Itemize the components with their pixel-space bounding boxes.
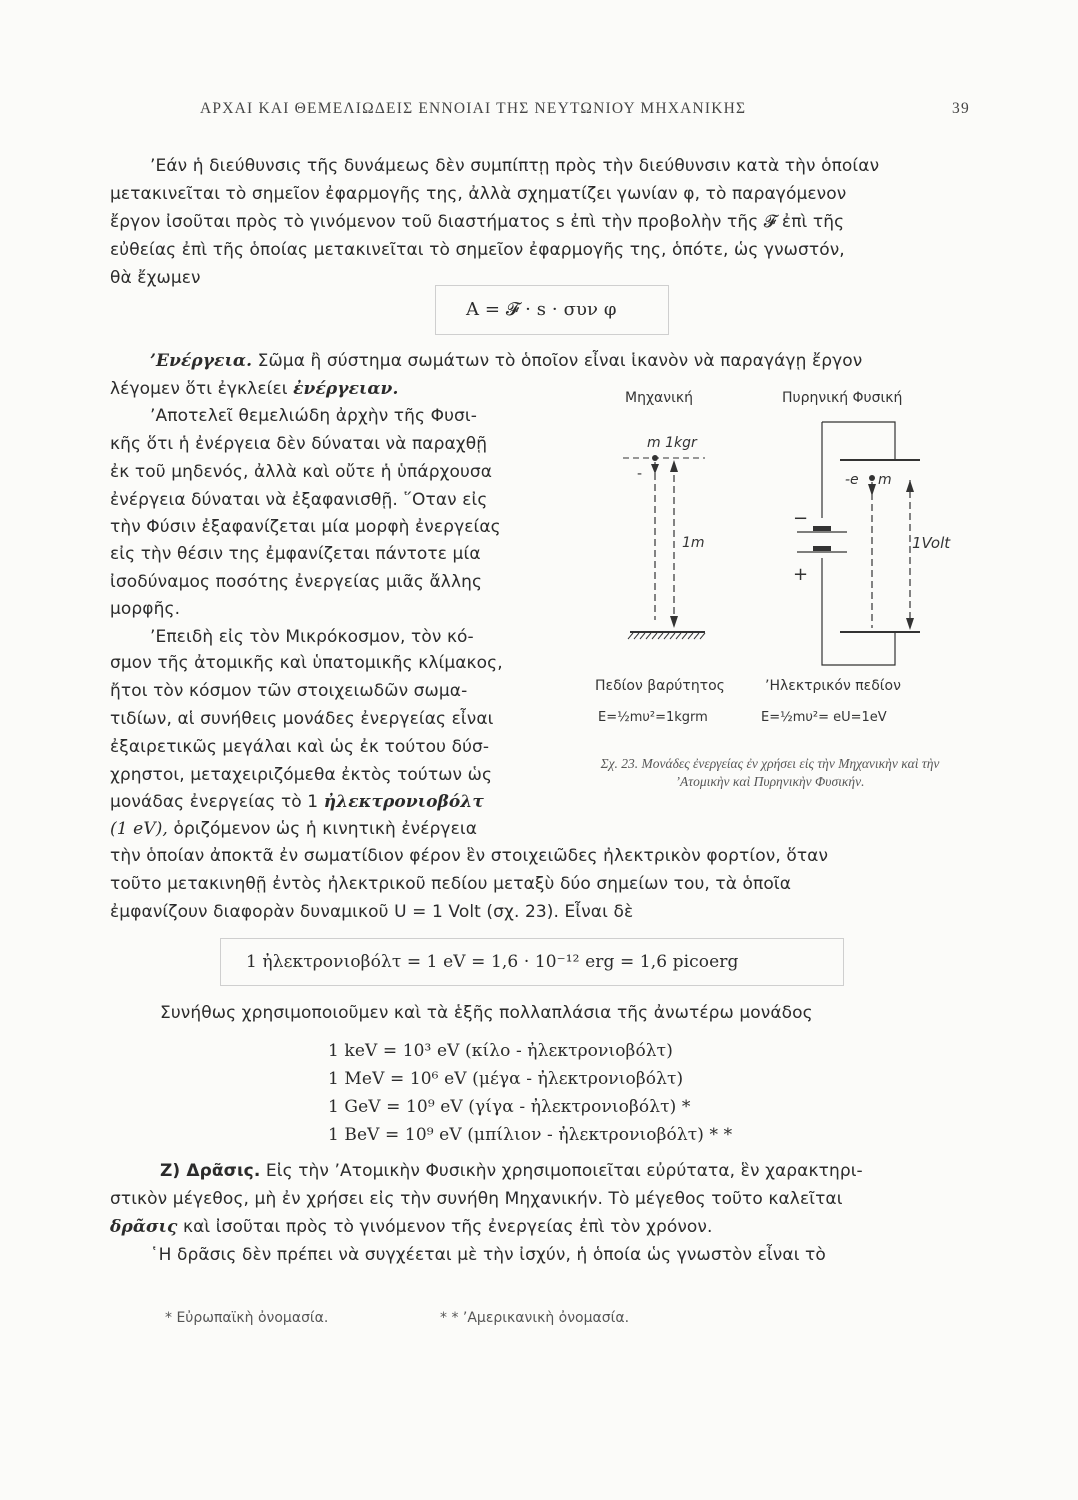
mass-point bbox=[652, 455, 658, 461]
text-line: ῾Η δρᾶσις δὲν πρέπει νὰ συγχέεται μὲ τὴν ἰσχύν, ἡ ὁποία ὡς γνωστὸν εἶναι τὸ bbox=[150, 1245, 826, 1265]
text-line: θὰ ἔχωμεν bbox=[110, 268, 201, 288]
text-line: στικὸν μέγεθος, μὴ ἐν χρήσει εἰς τὴν συνήθη Μηχανικήν. Τὸ μέγεθος τοῦτο καλεῖται bbox=[110, 1189, 843, 1209]
circuit-wire-top bbox=[822, 422, 895, 460]
minus-mark: - bbox=[637, 466, 643, 482]
energy-term: ἐνέργειαν. bbox=[293, 379, 399, 399]
voltage-arrow-up bbox=[906, 480, 914, 492]
running-head: ΑΡΧΑΙ ΚΑΙ ΘΕΜΕΛΙΩΔΕΙΣ ΕΝΝΟΙΑΙ ΤΗΣ ΝΕΥΤΩΝΙΟΥ ΜΗΧΑΝΙΚΗΣ bbox=[200, 100, 747, 117]
text-line: ἐκ τοῦ μηδενός, ἀλλὰ καὶ οὔτε ἡ ὑπάρχουσα bbox=[110, 462, 493, 482]
text-line: ἐνέργεια δύναται νὰ ἐξαφανισθῇ. ῞Οταν εἰς bbox=[110, 490, 488, 510]
electronvolt-formula-box bbox=[220, 938, 844, 986]
electric-energy-eq: E=½mυ²= eU=1eV bbox=[761, 710, 887, 725]
text-line: σμον τῆς ἀτομικῆς καὶ ὑπατομικῆς κλίμακος, bbox=[110, 653, 503, 673]
action-term: δρᾶσις bbox=[110, 1217, 178, 1237]
text-span: Εἰς τὴν ’Ατομικὴν Φυσικὴν χρησιμοποιεῖται εὐρύτατα, ἓν χαρακτηρι- bbox=[260, 1161, 863, 1181]
text-span: λέγομεν ὅτι ἐγκλείει bbox=[110, 379, 294, 399]
multiple-bev: 1 BeV = 10⁹ eV (μπίλιον - ἠλεκτρονιοβόλτ) * * bbox=[328, 1125, 733, 1145]
height-arrow-up bbox=[670, 460, 678, 472]
work-formula: A = 𝓕 · s · συν φ bbox=[466, 299, 617, 320]
charge-mass-label: m bbox=[878, 472, 892, 488]
gravity-energy-eq: E=½mυ²=1kgrm bbox=[598, 710, 708, 725]
ground-hatching bbox=[628, 633, 705, 639]
unit-line-2 bbox=[110, 818, 477, 840]
battery-cell-2 bbox=[813, 546, 831, 551]
footnote-european: * Εὐρωπαϊκὴ ὀνομασία. bbox=[165, 1310, 329, 1326]
charge-point bbox=[869, 475, 875, 481]
text-line: τοῦτο μετακινηθῇ ἐντὸς ἠλεκτρικοῦ πεδίου μεταξὺ δύο σημείων του, τὰ ὁποῖα bbox=[110, 874, 792, 894]
electric-field-label: ’Ηλεκτρικόν πεδίον bbox=[765, 678, 901, 694]
text-line: ἤτοι τὸν κόσμον τῶν στοιχειωδῶν σωμα- bbox=[110, 681, 468, 701]
text-line: ἰσοδύναμος ποσότης ἐνεργείας μιᾶς ἄλλης bbox=[110, 572, 483, 592]
text-line: εἰς τὴν θέσιν της ἐμφανίζεται πάντοτε μία bbox=[110, 544, 481, 564]
formula-box bbox=[435, 285, 669, 335]
energy-heading: ’Ενέργεια. bbox=[150, 351, 253, 371]
multiple-gev: 1 GeV = 10⁹ eV (γίγα - ἠλεκτρονιοβόλτ) * bbox=[328, 1097, 691, 1117]
text-line: τιδίων, αἱ συνήθεις μονάδες ἐνεργείας εἶναι bbox=[110, 709, 494, 729]
multiple-mev: 1 MeV = 10⁶ eV (μέγα - ἠλεκτρονιοβόλτ) bbox=[328, 1069, 684, 1089]
battery-minus: − bbox=[793, 508, 809, 529]
energy-line-2 bbox=[110, 378, 398, 400]
electronvolt-formula: 1 ἠλεκτρονιοβόλτ = 1 eV = 1,6 · 10⁻¹² erg = 1,6 picoerg bbox=[246, 952, 739, 972]
charge-arrow bbox=[868, 484, 876, 496]
gravity-field-label: Πεδίον βαρύτητος bbox=[595, 678, 725, 694]
figure-23 bbox=[575, 380, 975, 830]
mass-label: m 1kgr bbox=[647, 435, 697, 451]
text-span: καὶ ἰσοῦται πρὸς τὸ γινόμενον τῆς ἐνεργείας ἐπὶ τὸν χρόνον. bbox=[177, 1217, 713, 1237]
volt-label: 1Volt bbox=[912, 534, 951, 552]
battery-cell-1 bbox=[813, 526, 831, 531]
text-line: μετακινεῖται τὸ σημεῖον ἐφαρμογῆς της, ἀλλὰ σχηματίζει γωνίαν φ, τὸ παραγόμενον bbox=[110, 184, 847, 204]
fall-arrow-head bbox=[651, 464, 659, 474]
charge-label: -e bbox=[845, 472, 859, 488]
text-line: χρηστοι, μεταχειριζόμεθα ἐκτὸς τούτων ὡς bbox=[110, 765, 493, 785]
text-span: Σῶμα ἢ σύστημα σωμάτων τὸ ὁποῖον εἶναι ἱκανὸν νὰ παραγάγῃ ἔργον bbox=[252, 351, 863, 371]
text-line: εὐθείας ἐπὶ τῆς ὁποίας μετακινεῖται τὸ σημεῖον ἐφαρμογῆς της, ὁπότε, ὡς γνωστόν, bbox=[110, 240, 845, 260]
unit-line bbox=[110, 791, 484, 813]
energy-line-1 bbox=[150, 350, 862, 372]
text-line: ἐμφανίζουν διαφορὰν δυναμικοῦ U = 1 Volt (σχ. 23). Εἶναι δὲ bbox=[110, 902, 634, 922]
electronvolt-term: ἠλεκτρονιοβόλτ bbox=[323, 792, 484, 812]
action-heading: Ζ) Δρᾶσις. bbox=[160, 1161, 261, 1181]
multiple-kev: 1 keV = 10³ eV (κίλο - ἠλεκτρονιοβόλτ) bbox=[328, 1041, 673, 1061]
footnote-american: * * ’Αμερικανικὴ ὀνομασία. bbox=[440, 1310, 630, 1326]
text-line: ἔργον ἰσοῦται πρὸς τὸ γινόμενον τοῦ διαστήματος s ἐπὶ τὴν προβολὴν τῆς 𝓕 ἐπὶ τῆς bbox=[110, 212, 845, 232]
multiples-intro: Συνήθως χρησιμοποιοῦμεν καὶ τὰ ἑξῆς πολλαπλάσια τῆς ἀνωτέρω μονάδος bbox=[160, 1003, 813, 1023]
height-arrow-down bbox=[670, 616, 678, 628]
battery-plus: + bbox=[793, 564, 809, 585]
voltage-arrow-down bbox=[906, 618, 914, 630]
height-label: 1m bbox=[682, 535, 705, 551]
action-line-1 bbox=[160, 1160, 863, 1182]
mechanics-title: Μηχανική bbox=[625, 390, 693, 406]
text-line: τὴν Φύσιν ἐξαφανίζεται μία μορφὴ ἐνεργείας bbox=[110, 517, 501, 537]
text-line: ’Εάν ἡ διεύθυνσις τῆς δυνάμεως δὲν συμπίπτῃ πρὸς τὴν διεύθυνσιν κατὰ τὴν ὁποίαν bbox=[150, 156, 880, 176]
page-number: 39 bbox=[952, 100, 970, 117]
text-line: ἐξαιρετικῶς μεγάλαι καὶ ὡς ἐκ τούτου δύσ- bbox=[110, 737, 490, 757]
figure-caption: Σχ. 23. Μονάδες ἐνεργείας ἐν χρήσει εἰς τὴν Μηχανικὴν καὶ τὴν ’Ατομικὴν καὶ Πυρηνικὴν Φυσικήν. bbox=[600, 756, 940, 789]
text-span: μονάδας ἐνεργείας τὸ 1 bbox=[110, 792, 324, 812]
action-line-3 bbox=[110, 1216, 713, 1238]
text-span: ὁριζόμενον ὡς ἡ κινητικὴ ἐνέργεια bbox=[167, 819, 478, 839]
ev-abbr: (1 eV), bbox=[110, 819, 168, 839]
text-line: τὴν ὁποίαν ἀποκτᾶ ἐν σωματίδιον φέρον ἓν στοιχειῶδες ἠλεκτρικὸν φορτίον, ὅταν bbox=[110, 846, 829, 866]
nuclear-title: Πυρηνική Φυσική bbox=[782, 390, 903, 406]
text-line: μορφῆς. bbox=[110, 599, 181, 619]
text-line: ’Επειδὴ εἰς τὸν Μικρόκοσμον, τὸν κό- bbox=[150, 627, 474, 647]
text-line: κῆς ὅτι ἡ ἐνέργεια δὲν δύναται νὰ παραχθῇ bbox=[110, 434, 488, 454]
circuit-wire-bottom bbox=[822, 558, 895, 665]
text-line: ’Αποτελεῖ θεμελιώδη ἀρχὴν τῆς Φυσι- bbox=[150, 406, 477, 426]
